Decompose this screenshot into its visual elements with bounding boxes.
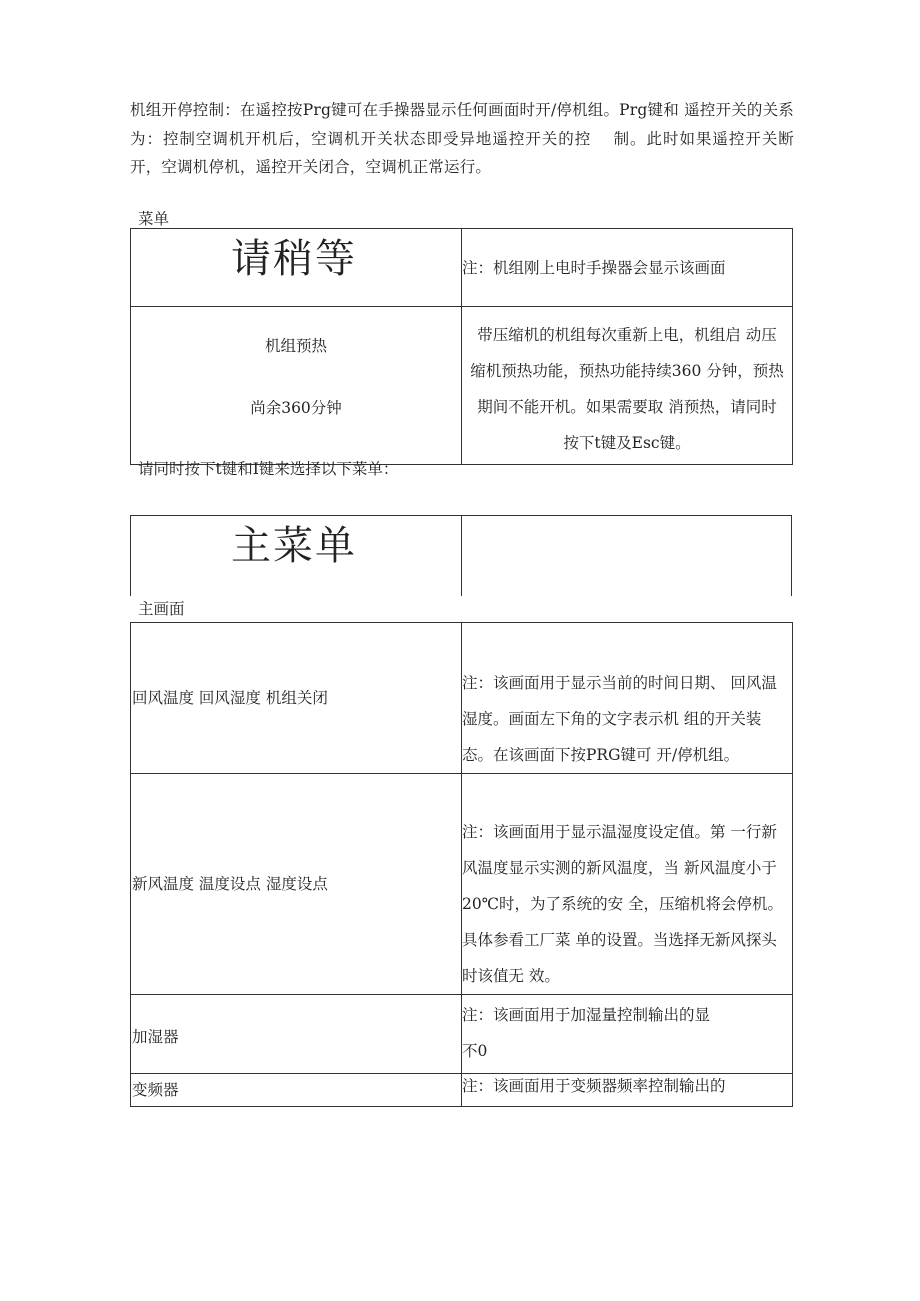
table-row: [131, 229, 793, 307]
note-text: 注：该画面用于加湿量控制输出的显: [462, 1006, 711, 1024]
note-cell: [462, 623, 793, 774]
screen-text: 回风温度 回风湿度 机组关闭: [132, 689, 328, 707]
intro-paragraph: 机组开停控制：在遥控按Prg键可在手操器显示任何画面时开/停机组。Prg键和 遥控开关的关系为：控制空调机开机后，空调机开关状态即受异地遥控开关的控 制。此时如果遥控开关断开，空调机停机，遥控开关闭合，空调机正常运行。: [130, 101, 794, 176]
note-text: 注：该画面用于显示当前的时间日期、 回风温湿度。画面左下角的文字表示机 组的开关装态。在该画面下按PRG键可 开/停机组。: [462, 674, 777, 764]
table-row: [131, 307, 793, 465]
table-row: [131, 516, 792, 597]
table-row: [131, 1074, 793, 1107]
note-text: 不0: [462, 1042, 488, 1060]
menu-table: [130, 228, 793, 465]
main-screen-table: [130, 622, 793, 1107]
note-cell: [462, 229, 793, 307]
table-row: [131, 623, 793, 774]
preheat-screen-line2: 尚余360分钟: [250, 399, 342, 417]
screen-text: 加湿器: [132, 1028, 179, 1046]
main-screen-label: 主画面: [138, 600, 185, 618]
screen-cell: [131, 623, 462, 774]
screen-cell: [131, 995, 462, 1074]
screen-text: 变频器: [132, 1081, 179, 1099]
screen-cell: [131, 307, 462, 465]
screen-cell: [131, 516, 462, 597]
note-text: 注：该画面用于显示温湿度设定值。第 一行新风温度显示实测的新风温度，当 新风温度小于20℃时，为了系统的安 全，压缩机将会停机。具体参看工厂菜 单的设置。当选择无新风探头时该值无 效。: [462, 823, 783, 985]
screen-cell: [131, 229, 462, 307]
note-cell: [462, 307, 793, 465]
screen-text: 新风温度 温度设点 湿度设点: [132, 875, 328, 893]
note-text: 注：该画面用于变频器频率控制输出的: [462, 1077, 726, 1095]
select-hint: 请同时按下t键和I键来选择以下菜单：: [138, 460, 399, 478]
note-cell: [462, 516, 792, 597]
preheat-screen-line1: 机组预热: [264, 337, 327, 355]
note-cell: [462, 774, 793, 995]
note-cell: [462, 995, 793, 1074]
screen-cell: [131, 774, 462, 995]
main-menu-screen-text: 主菜单: [231, 523, 357, 569]
menu-label: 菜单: [138, 210, 170, 228]
main-menu-table: [130, 515, 792, 596]
note-text: 注：机组刚上电时手操器会显示该画面: [462, 259, 726, 277]
please-wait-screen-text: 请稍等: [231, 236, 357, 282]
table-row: [131, 995, 793, 1074]
screen-cell: [131, 1074, 462, 1107]
note-cell: [462, 1074, 793, 1107]
note-text: 带压缩机的机组每次重新上电，机组启 动压缩机预热功能，预热功能持续360 分钟，预热期间不能开机。如果需要取 消预热，请同时按下t键及Esc键。: [470, 326, 784, 452]
table-row: [131, 774, 793, 995]
